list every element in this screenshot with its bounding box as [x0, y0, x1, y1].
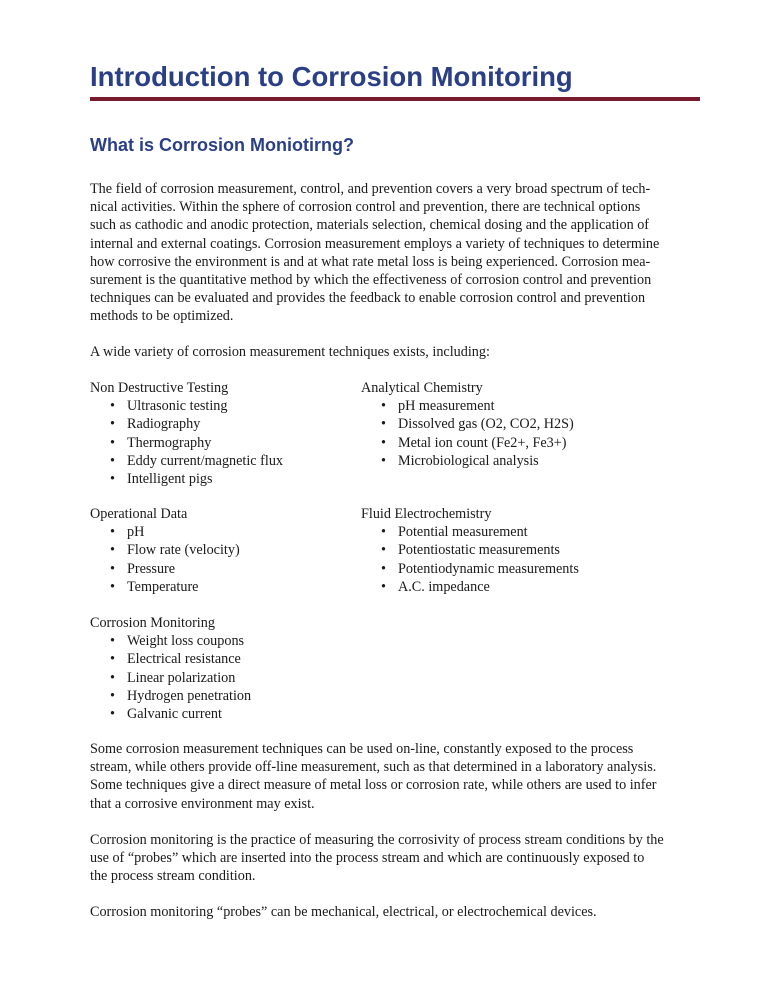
paragraph-line: internal and external coatings. Corrosion measurement employs a variety of techniques to determine	[90, 235, 660, 252]
paragraph-line: that a corrosive environment may exist.	[90, 795, 315, 812]
paragraph-line: methods to be optimized.	[90, 308, 234, 325]
paragraph-line: use of “probes” which are inserted into the process stream and which are continuously exposed to	[90, 850, 645, 867]
paragraph-line: techniques can be evaluated and provides the feedback to enable corrosion control and prevention	[90, 290, 646, 307]
paragraph-line: stream, while others provide off-line measurement, such as that determined in a laboratory analysis.	[90, 759, 657, 776]
list-item: • Radiography	[90, 415, 370, 433]
techniques-intro	[90, 343, 702, 361]
list-item: • A.C. impedance	[361, 578, 641, 596]
bullet-list	[90, 523, 370, 596]
paragraph-line: Corrosion monitoring is the practice of measuring the corrosivity of process stream conditions by the	[90, 832, 664, 848]
paragraph-line: Some corrosion measurement techniques can be used on-line, constantly exposed to the process	[90, 741, 634, 757]
group-analytical-chemistry	[361, 379, 641, 470]
list-item: • Microbiological analysis	[361, 452, 641, 470]
paragraph-line: The field of corrosion measurement, control, and prevention covers a very broad spectrum of tech-	[90, 181, 651, 197]
group-title: Operational Data	[90, 506, 188, 522]
list-item: • Galvanic current	[90, 705, 370, 723]
paragraph-line: Corrosion monitoring “probes” can be mechanical, electrical, or electrochemical devices.	[90, 904, 597, 920]
group-title: Non Destructive Testing	[90, 380, 229, 396]
bullet-list	[361, 523, 641, 596]
paragraph-line: the process stream condition.	[90, 868, 256, 885]
list-item: • Eddy current/magnetic flux	[90, 452, 370, 470]
list-item: • Flow rate (velocity)	[90, 541, 370, 559]
list-item: • pH measurement	[361, 397, 641, 415]
list-item: • Potentiostatic measurements	[361, 541, 641, 559]
section-heading: What is Corrosion Moniotirng?	[90, 135, 354, 155]
group-title: Analytical Chemistry	[361, 380, 483, 396]
list-item: • Metal ion count (Fe2+, Fe3+)	[361, 434, 641, 452]
paragraph-line: surement is the quantitative method by which the effectiveness of corrosion control and prevention	[90, 272, 652, 289]
list-item: • pH	[90, 523, 370, 541]
paragraph-line: Some techniques give a direct measure of metal loss or corrosion rate, while others are used to infer	[90, 777, 657, 794]
paragraph-line: A wide variety of corrosion measurement techniques exists, including:	[90, 344, 490, 360]
online-paragraph	[90, 740, 702, 813]
group-non-destructive-testing	[90, 379, 370, 488]
list-item: • Intelligent pigs	[90, 470, 370, 488]
devices-paragraph	[90, 903, 702, 921]
group-fluid-electrochemistry	[361, 505, 641, 596]
list-item: • Electrical resistance	[90, 650, 370, 668]
bullet-list	[90, 632, 370, 723]
paragraph-line: such as cathodic and anodic protection, materials selection, chemical dosing and the application of	[90, 217, 650, 234]
group-corrosion-monitoring	[90, 614, 370, 723]
group-title: Corrosion Monitoring	[90, 615, 215, 631]
paragraph-line: nical activities. Within the sphere of corrosion control and prevention, there are technical options	[90, 199, 641, 216]
bullet-list	[361, 397, 641, 470]
group-operational-data	[90, 505, 370, 596]
list-item: • Dissolved gas (O2, CO2, H2S)	[361, 415, 641, 433]
paragraph-line: how corrosive the environment is and at what rate metal loss is being experienced. Corrosion mea-	[90, 253, 651, 270]
list-item: • Potential measurement	[361, 523, 641, 541]
list-item: • Temperature	[90, 578, 370, 596]
title-underline	[90, 97, 700, 101]
list-item: • Ultrasonic testing	[90, 397, 370, 415]
list-item: • Pressure	[90, 560, 370, 578]
list-item: • Potentiodynamic measurements	[361, 560, 641, 578]
list-item: • Thermography	[90, 434, 370, 452]
intro-paragraph	[90, 180, 702, 326]
list-item: • Hydrogen penetration	[90, 687, 370, 705]
probes-paragraph	[90, 831, 702, 886]
bullet-list	[90, 397, 370, 488]
list-item: • Linear polarization	[90, 669, 370, 687]
page-title: Introduction to Corrosion Monitoring	[90, 61, 573, 92]
list-item: • Weight loss coupons	[90, 632, 370, 650]
group-title: Fluid Electrochemistry	[361, 506, 492, 522]
